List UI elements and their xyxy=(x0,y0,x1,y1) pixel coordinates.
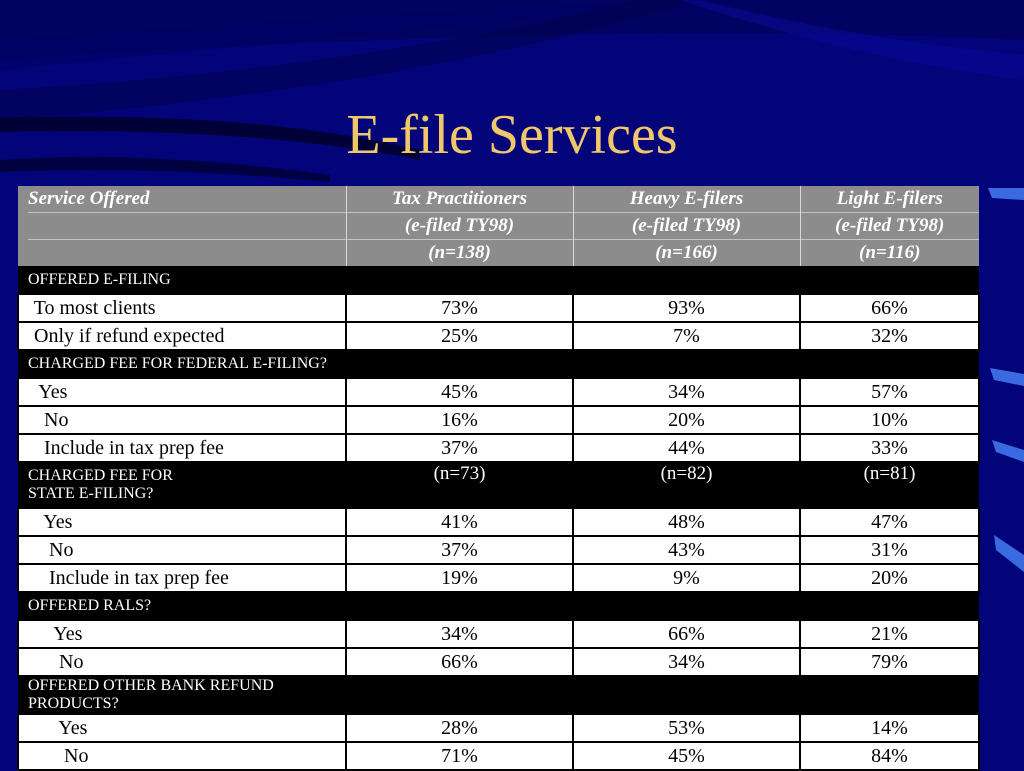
row-value: 79% xyxy=(800,648,979,676)
row-label: Yes xyxy=(53,623,83,645)
row-label-cell xyxy=(18,742,346,770)
section-header-row xyxy=(18,592,979,620)
row-label: Include in tax prep fee xyxy=(44,437,224,459)
header-row xyxy=(18,186,979,266)
header-divider xyxy=(28,212,346,239)
row-indent xyxy=(19,539,49,561)
row-value: 28% xyxy=(346,714,573,742)
header-column-0 xyxy=(346,186,573,266)
row-label: No xyxy=(44,409,69,431)
section-count xyxy=(346,676,573,714)
row-value: 19% xyxy=(346,564,573,592)
row-label-cell xyxy=(18,508,346,536)
row-indent xyxy=(19,297,34,319)
section-title xyxy=(18,592,346,620)
section-title-line1: CHARGED FEE FOR FEDERAL E-FILING? xyxy=(28,355,327,372)
section-count xyxy=(346,350,573,378)
row-value: 66% xyxy=(573,620,800,648)
section-title xyxy=(18,266,346,294)
row-value: 66% xyxy=(800,294,979,322)
slide-title: E-file Services xyxy=(346,104,678,166)
section-count xyxy=(346,592,573,620)
section-count xyxy=(573,266,800,294)
row-value: 47% xyxy=(800,508,979,536)
row-indent xyxy=(19,623,53,645)
section-title-line1: OFFERED OTHER BANK REFUND PRODUCTS? xyxy=(28,677,274,712)
table-row xyxy=(18,620,979,648)
header-column-2 xyxy=(800,186,979,266)
row-value: 34% xyxy=(573,378,800,406)
header-column-1 xyxy=(573,186,800,266)
row-value: 41% xyxy=(346,508,573,536)
row-value: 71% xyxy=(346,742,573,770)
section-count: (n=81) xyxy=(800,462,979,508)
table-row xyxy=(18,564,979,592)
header-service-offered-label: Service Offered xyxy=(28,188,150,209)
row-value: 84% xyxy=(800,742,979,770)
table-row xyxy=(18,508,979,536)
header-column-line2: (e-filed TY98) xyxy=(347,212,573,239)
row-value: 34% xyxy=(346,620,573,648)
row-value: 33% xyxy=(800,434,979,462)
section-title-line1: OFFERED RALS? xyxy=(28,597,152,614)
row-value: 66% xyxy=(346,648,573,676)
row-label: No xyxy=(49,539,74,561)
row-label-cell xyxy=(18,406,346,434)
row-value: 34% xyxy=(573,648,800,676)
section-title xyxy=(18,462,346,508)
section-title-line2: STATE E-FILING? xyxy=(28,485,154,502)
table-row xyxy=(18,322,979,350)
section-count xyxy=(573,676,800,714)
section-count: (n=73) xyxy=(346,462,573,508)
section-count xyxy=(800,592,979,620)
row-value: 45% xyxy=(346,378,573,406)
table-row xyxy=(18,378,979,406)
row-label: Yes xyxy=(43,511,73,533)
section-count xyxy=(573,592,800,620)
section-header-row xyxy=(18,676,979,714)
row-value: 20% xyxy=(800,564,979,592)
row-value: 43% xyxy=(573,536,800,564)
row-value: 14% xyxy=(800,714,979,742)
section-count xyxy=(346,266,573,294)
section-count: (n=82) xyxy=(573,462,800,508)
row-value: 44% xyxy=(573,434,800,462)
row-indent xyxy=(19,409,44,431)
section-title xyxy=(18,350,346,378)
row-value: 16% xyxy=(346,406,573,434)
row-value: 73% xyxy=(346,294,573,322)
row-indent xyxy=(19,437,44,459)
section-count xyxy=(573,350,800,378)
row-label-cell xyxy=(18,294,346,322)
section-title xyxy=(18,676,346,714)
row-value: 31% xyxy=(800,536,979,564)
table-row xyxy=(18,536,979,564)
row-label: Include in tax prep fee xyxy=(49,567,229,589)
section-count xyxy=(800,676,979,714)
row-value: 32% xyxy=(800,322,979,350)
row-value: 21% xyxy=(800,620,979,648)
table-row xyxy=(18,406,979,434)
row-value: 37% xyxy=(346,536,573,564)
table-row xyxy=(18,648,979,676)
row-label-cell xyxy=(18,434,346,462)
header-divider xyxy=(28,239,346,266)
row-label-cell xyxy=(18,378,346,406)
row-label: No xyxy=(59,651,84,673)
row-label-cell xyxy=(18,648,346,676)
table-row xyxy=(18,434,979,462)
header-column-line3: (n=138) xyxy=(347,239,573,266)
row-label: To most clients xyxy=(33,297,156,319)
section-header-row xyxy=(18,350,979,378)
header-column-line2: (e-filed TY98) xyxy=(574,212,800,239)
header-column-line2: (e-filed TY98) xyxy=(801,212,980,239)
table-row xyxy=(18,742,979,770)
row-label-cell xyxy=(18,564,346,592)
section-count xyxy=(800,266,979,294)
row-value: 9% xyxy=(573,564,800,592)
row-indent xyxy=(19,717,58,739)
header-column-line1: Tax Practitioners xyxy=(392,188,527,209)
row-label-cell xyxy=(18,536,346,564)
row-indent xyxy=(19,567,49,589)
row-label-cell xyxy=(18,714,346,742)
row-value: 53% xyxy=(573,714,800,742)
row-label: Yes xyxy=(58,717,88,739)
header-column-line3: (n=116) xyxy=(801,239,980,266)
row-value: 7% xyxy=(573,322,800,350)
section-title-line1: CHARGED FEE FOR xyxy=(28,467,173,484)
row-value: 45% xyxy=(573,742,800,770)
row-indent xyxy=(19,511,43,533)
row-value: 93% xyxy=(573,294,800,322)
e-file-services-table xyxy=(17,186,980,771)
row-indent xyxy=(19,651,59,673)
header-service-offered xyxy=(18,186,346,266)
row-value: 57% xyxy=(800,378,979,406)
header-column-line3: (n=166) xyxy=(574,239,800,266)
header-column-line1: Light E-filers xyxy=(836,188,943,209)
row-indent xyxy=(19,325,34,347)
section-header-row xyxy=(18,462,979,508)
row-value: 25% xyxy=(346,322,573,350)
row-label: Yes xyxy=(38,381,68,403)
row-label-cell xyxy=(18,322,346,350)
section-title-line1: OFFERED E-FILING xyxy=(28,270,171,288)
row-label: No xyxy=(64,745,89,767)
section-count xyxy=(800,350,979,378)
row-label: Only if refund expected xyxy=(34,325,225,347)
section-header-row xyxy=(18,266,979,294)
row-value: 37% xyxy=(346,434,573,462)
row-label-cell xyxy=(18,620,346,648)
table-row xyxy=(18,294,979,322)
table-row xyxy=(18,714,979,742)
row-value: 20% xyxy=(573,406,800,434)
header-column-line1: Heavy E-filers xyxy=(629,188,744,209)
row-value: 10% xyxy=(800,406,979,434)
row-indent xyxy=(19,745,64,767)
row-indent xyxy=(19,381,38,403)
row-value: 48% xyxy=(573,508,800,536)
